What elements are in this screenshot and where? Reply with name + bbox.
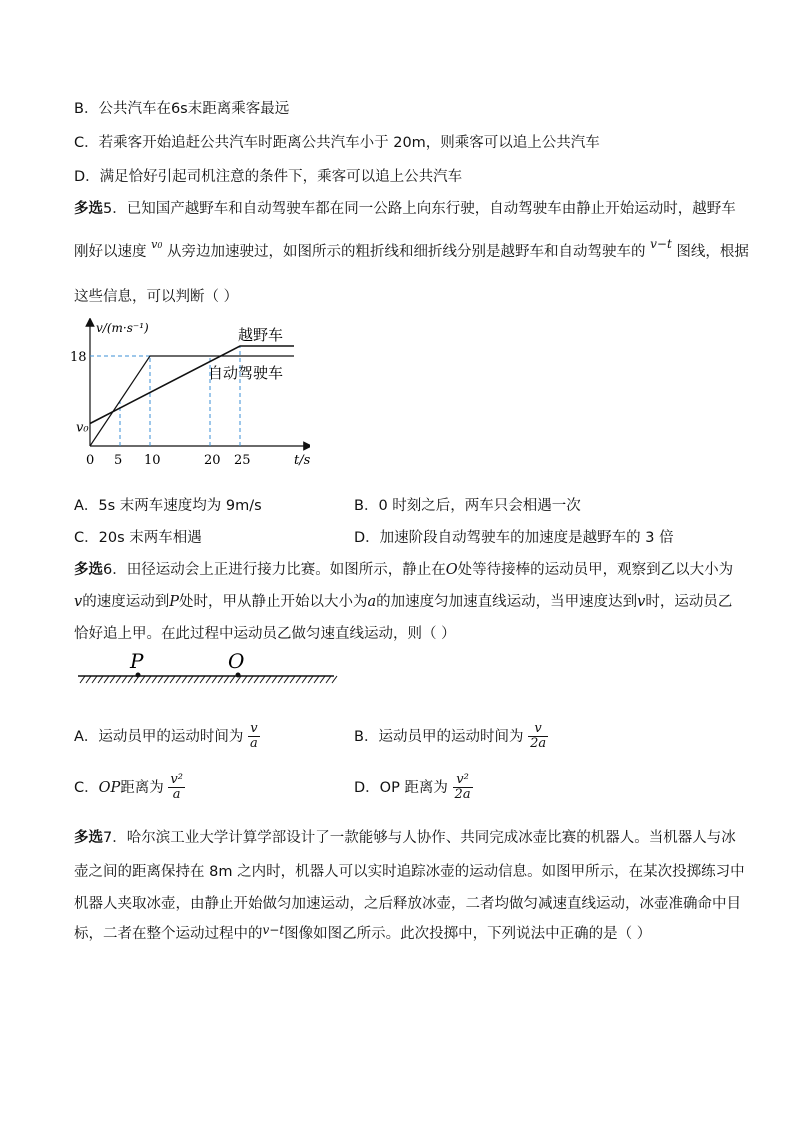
q5-text2a: 刚好以速度: [74, 244, 147, 260]
q5-stem-line3: 这些信息，可以判断（ ）: [74, 289, 239, 305]
x-tick-10: 10: [144, 453, 161, 468]
q7-stem-line4: [74, 922, 651, 943]
x-tick-20: 20: [204, 453, 221, 468]
q6-tag: 多选: [74, 562, 103, 578]
q7-vt: v−t: [262, 923, 285, 937]
x-tick-25: 25: [234, 453, 251, 468]
x-axis-label: t/s: [294, 453, 310, 468]
label-o: O: [228, 650, 245, 673]
q7-number: 7．: [103, 830, 127, 846]
q5-vt: v−t: [650, 237, 672, 251]
q6-option-c-prefix: C．: [74, 779, 99, 796]
y-tick-v0: v₀: [76, 420, 89, 436]
q6-p: P: [169, 594, 179, 610]
q6-option-d: [354, 773, 473, 803]
q6-number: 6．: [103, 562, 127, 578]
q5-stem-line1: [74, 197, 736, 218]
series-label-offroad: 越野车: [238, 326, 284, 344]
q6-v2: v: [637, 594, 646, 610]
q5-option-b: B．0 时刻之后，两车只会相遇一次: [354, 498, 581, 514]
q6-o: O: [445, 562, 458, 578]
q5-option-d: D．加速阶段自动驾驶车的加速度是越野车的 3 倍: [354, 530, 674, 546]
q7-stem-line1: [74, 826, 736, 847]
q6-option-c-op: OP: [98, 779, 121, 796]
q6-text2d: 时，运动员乙: [645, 594, 733, 610]
q4-option-d: D．满足恰好引起司机注意的条件下，乘客可以追上公共汽车: [74, 169, 463, 185]
q6-track-diagram: [72, 650, 342, 690]
q5-option-a: A．5s 末两车速度均为 9m/s: [74, 498, 262, 514]
series-line-0: [90, 346, 294, 424]
point-p-dot: [136, 673, 141, 678]
q6-option-c: [74, 773, 185, 803]
q6-option-a-fraction: $\frac{v}{a}$: [250, 721, 258, 752]
q7-text1: 哈尔滨工业大学计算学部设计了一款能够与人协作、共同完成冰壶比赛的机器人。当机器人与冰: [126, 830, 736, 846]
x-tick-0: 0: [86, 453, 95, 468]
q6-option-d-fraction: $\frac{\text{v²}}{2a}$: [454, 772, 471, 803]
q7-stem-line3: 机器人夹取冰壶，由静止开始做匀加速运动，之后释放冰壶，二者均做匀减速直线运动，冰壶准确命中目: [74, 896, 741, 912]
q4-option-b: B．公共汽车在6s末距离乘客最远: [74, 101, 290, 117]
q7-text4a: 标，二者在整个运动过程中的: [74, 926, 263, 942]
q6-option-a: [74, 722, 260, 752]
q5-tag: 多选: [74, 201, 103, 217]
q6-option-a-text: A．运动员甲的运动时间为: [74, 728, 244, 745]
x-tick-5: 5: [114, 453, 123, 468]
q6-text2b: 处时，甲从静止开始以大小为: [178, 594, 368, 610]
q6-text2c: 的加速度匀加速直线运动，当甲速度达到: [376, 594, 638, 610]
q5-option-c: C．20s 末两车相遇: [74, 530, 202, 546]
q5-v0: v0: [151, 238, 163, 251]
q6-option-d-text: D．OP 距离为: [354, 779, 448, 796]
q6-stem-line3: 恰好追上甲。在此过程中运动员乙做匀速直线运动，则（ ）: [74, 626, 456, 642]
label-p: P: [130, 650, 144, 673]
y-tick-18: 18: [70, 350, 87, 365]
y-axis-label: v/(m·s⁻¹): [96, 321, 149, 335]
q6-option-b-fraction: $\frac{v}{2a}$: [530, 721, 547, 752]
q5-vt-chart: [70, 318, 310, 478]
q5-text2b: 从旁边加速驶过，如图所示的粗折线和细折线分别是越野车和自动驾驶车的: [167, 244, 646, 260]
q6-option-b: [354, 722, 548, 752]
q7-text4b: 图像如图乙所示。此次投掷中，下列说法中正确的是（ ）: [284, 926, 652, 942]
q6-v: v: [74, 594, 83, 610]
q6-text2a: 的速度运动到: [82, 594, 170, 610]
q6-option-c-text: 距离为: [120, 779, 164, 796]
q6-stem-line2: [74, 590, 732, 611]
q7-tag: 多选: [74, 830, 103, 846]
q6-text1: 田径运动会上正进行接力比赛。如图所示，静止在: [126, 562, 446, 578]
q6-text1b: 处等待接棒的运动员甲，观察到乙以大小为: [457, 562, 734, 578]
q5-number: 5．: [103, 201, 127, 217]
q6-option-c-fraction: $\frac{\text{v²}}{a}$: [170, 772, 183, 803]
series-label-autonomous: 自动驾驶车: [208, 364, 284, 382]
q5-text2c: 图线，根据: [676, 244, 749, 260]
point-o-dot: [236, 673, 241, 678]
q6-option-b-text: B．运动员甲的运动时间为: [354, 728, 524, 745]
q6-a: a: [367, 594, 377, 610]
q7-stem-line2: 壶之间的距离保持在 8m 之内时，机器人可以实时追踪冰壶的运动信息。如图甲所示，在某次投掷练习中: [74, 864, 745, 880]
q5-stem-line2: [74, 237, 749, 261]
track-hatching: [80, 676, 337, 683]
q6-stem-line1: [74, 558, 733, 579]
q5-text1: 已知国产越野车和自动驾驶车都在同一公路上向东行驶，自动驾驶车由静止开始运动时，越野车: [126, 201, 736, 217]
q4-option-c: C．若乘客开始追赶公共汽车时距离公共汽车小于 20m，则乘客可以追上公共汽车: [74, 135, 600, 151]
